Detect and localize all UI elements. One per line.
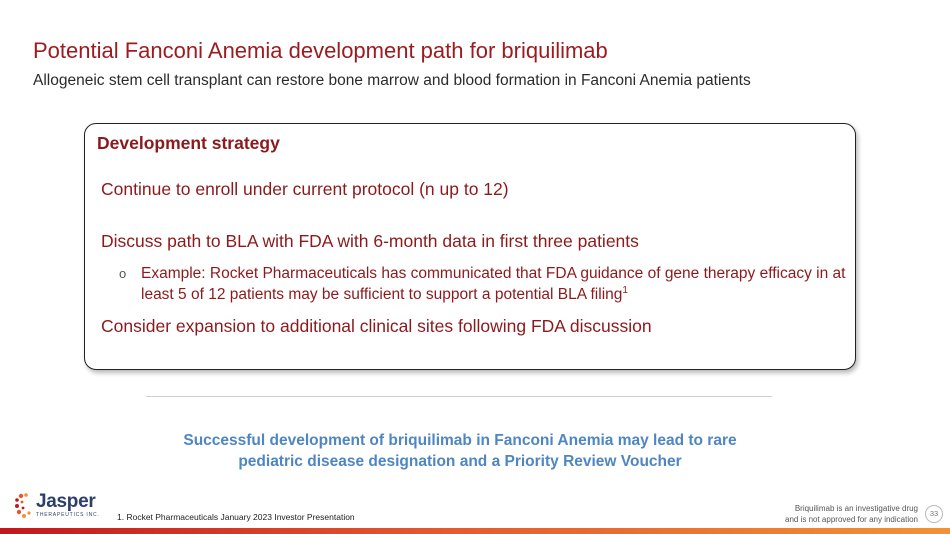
strategy-bullet-enroll: Continue to enroll under current protocol (n up to 12)	[101, 179, 509, 199]
slide-subtitle: Allogeneic stem cell transplant can restore bone marrow and blood formation in Fanconi Anemia patients	[33, 72, 751, 89]
footnote: 1. Rocket Pharmaceuticals January 2023 Investor Presentation	[117, 512, 355, 522]
strategy-bullet-bla-path: Discuss path to BLA with FDA with 6-month data in first three patients	[101, 231, 639, 251]
sub-bullet-marker: o	[119, 266, 127, 281]
development-strategy-box	[84, 123, 856, 370]
logo-subtext: THERAPEUTICS INC.	[36, 512, 100, 518]
disclaimer	[718, 503, 918, 525]
slide-title: Potential Fanconi Anemia development path for briquilimab	[33, 38, 608, 63]
bottom-gradient-bar	[0, 528, 950, 534]
logo-wordmark: Jasper	[36, 491, 96, 512]
callout-line-1: Successful development of briquilimab in Fanconi Anemia may lead to rare	[183, 432, 737, 449]
priority-review-callout	[100, 430, 820, 472]
sub-bullet-text: Example: Rocket Pharmaceuticals has communicated that FDA guidance of gene therapy efficacy in at least 5 of 12 patients may be sufficient to support a potential BLA filing	[141, 265, 846, 303]
jasper-logo-mark-icon	[13, 491, 35, 521]
strategy-bullet-expansion: Consider expansion to additional clinical sites following FDA discussion	[101, 316, 652, 336]
strategy-sub-bullet-example	[119, 263, 849, 305]
disclaimer-line-2: and is not approved for any indication	[785, 515, 918, 524]
page-number: 33	[925, 505, 943, 523]
section-divider	[146, 396, 772, 397]
disclaimer-line-1: Briquilimab is an investigative drug	[794, 504, 918, 513]
callout-line-2: pediatric disease designation and a Priority Review Voucher	[238, 453, 682, 470]
footnote-reference: 1	[622, 284, 628, 296]
strategy-heading: Development strategy	[97, 133, 280, 153]
jasper-logo	[13, 491, 98, 521]
